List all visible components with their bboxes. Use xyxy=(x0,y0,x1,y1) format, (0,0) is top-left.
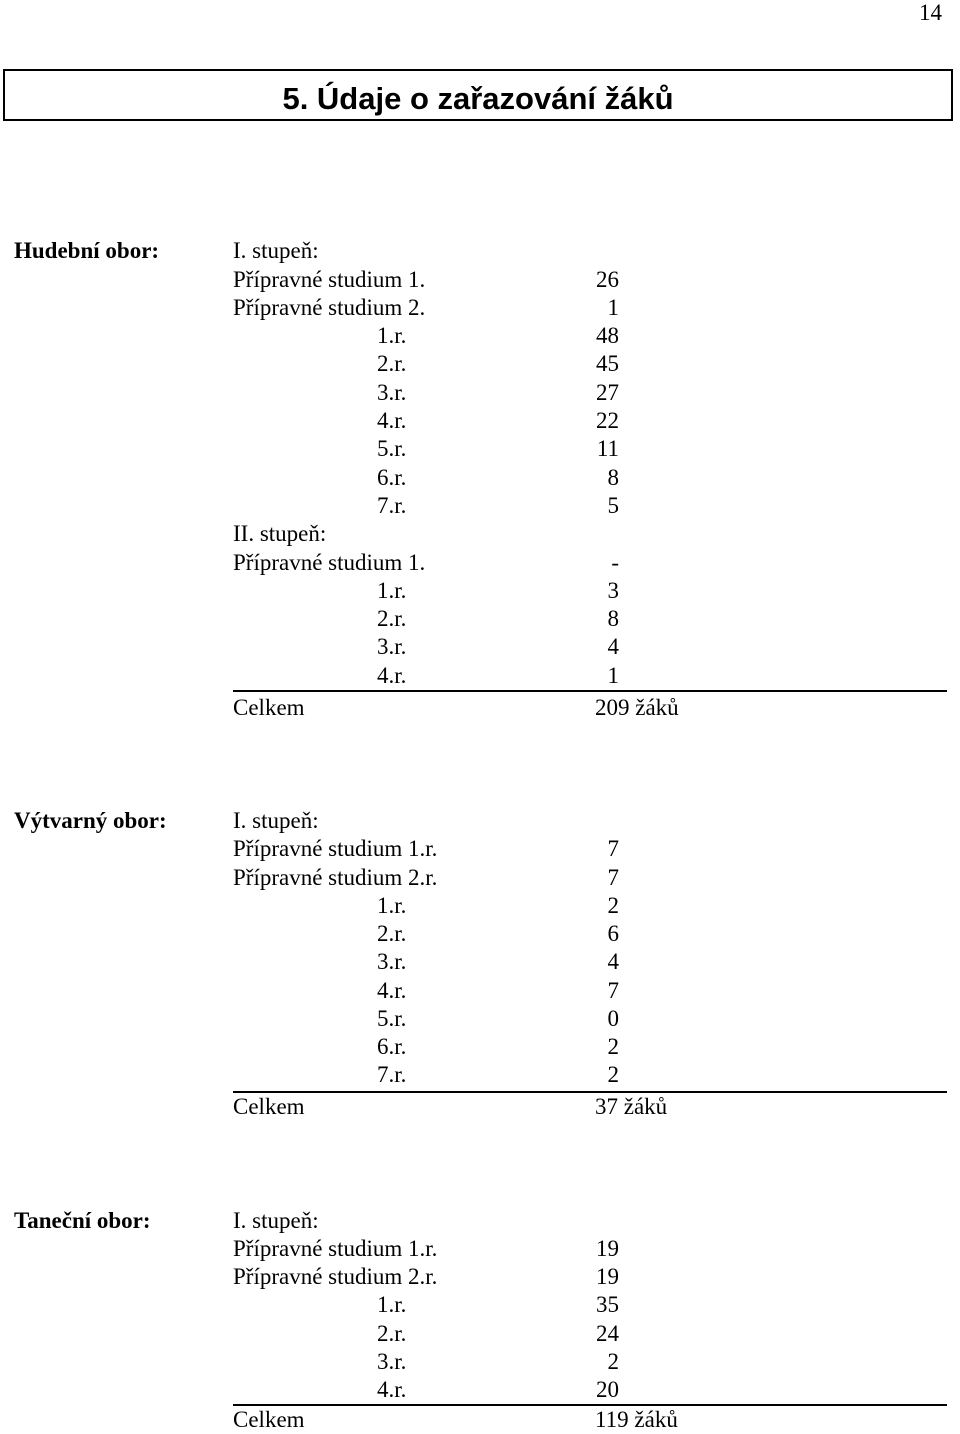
total-label: Celkem xyxy=(233,1407,305,1432)
row-count: 7 xyxy=(607,865,619,890)
row-label: 6.r. xyxy=(377,465,407,490)
row-count: 1 xyxy=(607,295,619,320)
row-label: Přípravné studium 2. xyxy=(233,295,426,320)
row-count: 7 xyxy=(607,978,619,1003)
section-label-hudebni: Hudební obor: xyxy=(14,238,160,263)
row-label: 5.r. xyxy=(377,1006,407,1031)
total-divider xyxy=(233,1091,947,1093)
row-count: 45 xyxy=(596,351,619,376)
row-label: 7.r. xyxy=(377,493,407,518)
row-count: 27 xyxy=(596,380,619,405)
row-label: 4.r. xyxy=(377,978,407,1003)
row-label: 4.r. xyxy=(377,663,407,688)
row-label: 1.r. xyxy=(377,1292,407,1317)
section-label-vytvarny: Výtvarný obor: xyxy=(14,808,167,833)
page-number: 14 xyxy=(919,0,942,25)
row-label: Přípravné studium 1.r. xyxy=(233,836,438,861)
row-count: 4 xyxy=(607,949,619,974)
row-count: 35 xyxy=(596,1292,619,1317)
row-count: 0 xyxy=(607,1006,619,1031)
row-count: 22 xyxy=(596,408,619,433)
row-count: 4 xyxy=(607,634,619,659)
row-label: I. stupeň: xyxy=(233,808,319,833)
row-label: 3.r. xyxy=(377,634,407,659)
row-label: 2.r. xyxy=(377,1321,407,1346)
row-count: 8 xyxy=(607,606,619,631)
row-label: 4.r. xyxy=(377,408,407,433)
row-count: 20 xyxy=(596,1377,619,1402)
row-label: Přípravné studium 2.r. xyxy=(233,865,438,890)
row-label: 1.r. xyxy=(377,893,407,918)
row-count: 2 xyxy=(607,1349,619,1374)
row-label: 2.r. xyxy=(377,351,407,376)
row-count: 24 xyxy=(596,1321,619,1346)
row-label: Přípravné studium 2.r. xyxy=(233,1264,438,1289)
row-count: 2 xyxy=(607,1062,619,1087)
row-count: 26 xyxy=(596,267,619,292)
row-label: I. stupeň: xyxy=(233,1208,319,1233)
row-label: Přípravné studium 1. xyxy=(233,267,426,292)
row-label: 5.r. xyxy=(377,436,407,461)
row-label: 3.r. xyxy=(377,1349,407,1374)
total-label: Celkem xyxy=(233,695,305,720)
row-count: 2 xyxy=(607,1034,619,1059)
row-label: 1.r. xyxy=(377,578,407,603)
row-label: Přípravné studium 1. xyxy=(233,550,426,575)
row-label: 3.r. xyxy=(377,380,407,405)
total-value: 119 žáků xyxy=(595,1407,678,1432)
row-count: - xyxy=(611,550,619,575)
total-label: Celkem xyxy=(233,1094,305,1119)
row-label: Přípravné studium 1.r. xyxy=(233,1236,438,1261)
row-count: 1 xyxy=(607,663,619,688)
row-label: 1.r. xyxy=(377,323,407,348)
total-divider xyxy=(233,690,947,692)
row-count: 48 xyxy=(596,323,619,348)
page-title: 5. Údaje o zařazování žáků xyxy=(282,81,674,116)
row-count: 6 xyxy=(607,921,619,946)
title-box xyxy=(3,69,953,121)
row-count: 5 xyxy=(607,493,619,518)
row-label: 6.r. xyxy=(377,1034,407,1059)
row-label: 2.r. xyxy=(377,606,407,631)
row-count: 19 xyxy=(596,1236,619,1261)
row-count: 11 xyxy=(596,436,619,461)
row-label: 4.r. xyxy=(377,1377,407,1402)
total-value: 37 žáků xyxy=(595,1094,668,1119)
row-count: 8 xyxy=(607,465,619,490)
row-count: 2 xyxy=(607,893,619,918)
total-value: 209 žáků xyxy=(595,695,679,720)
row-count: 3 xyxy=(607,578,619,603)
row-label: I. stupeň: xyxy=(233,238,319,263)
row-label: II. stupeň: xyxy=(233,521,327,546)
row-label: 3.r. xyxy=(377,949,407,974)
row-label: 7.r. xyxy=(377,1062,407,1087)
row-label: 2.r. xyxy=(377,921,407,946)
row-count: 19 xyxy=(596,1264,619,1289)
row-count: 7 xyxy=(607,836,619,861)
section-label-tanecni: Taneční obor: xyxy=(14,1208,151,1233)
total-divider xyxy=(233,1404,947,1406)
